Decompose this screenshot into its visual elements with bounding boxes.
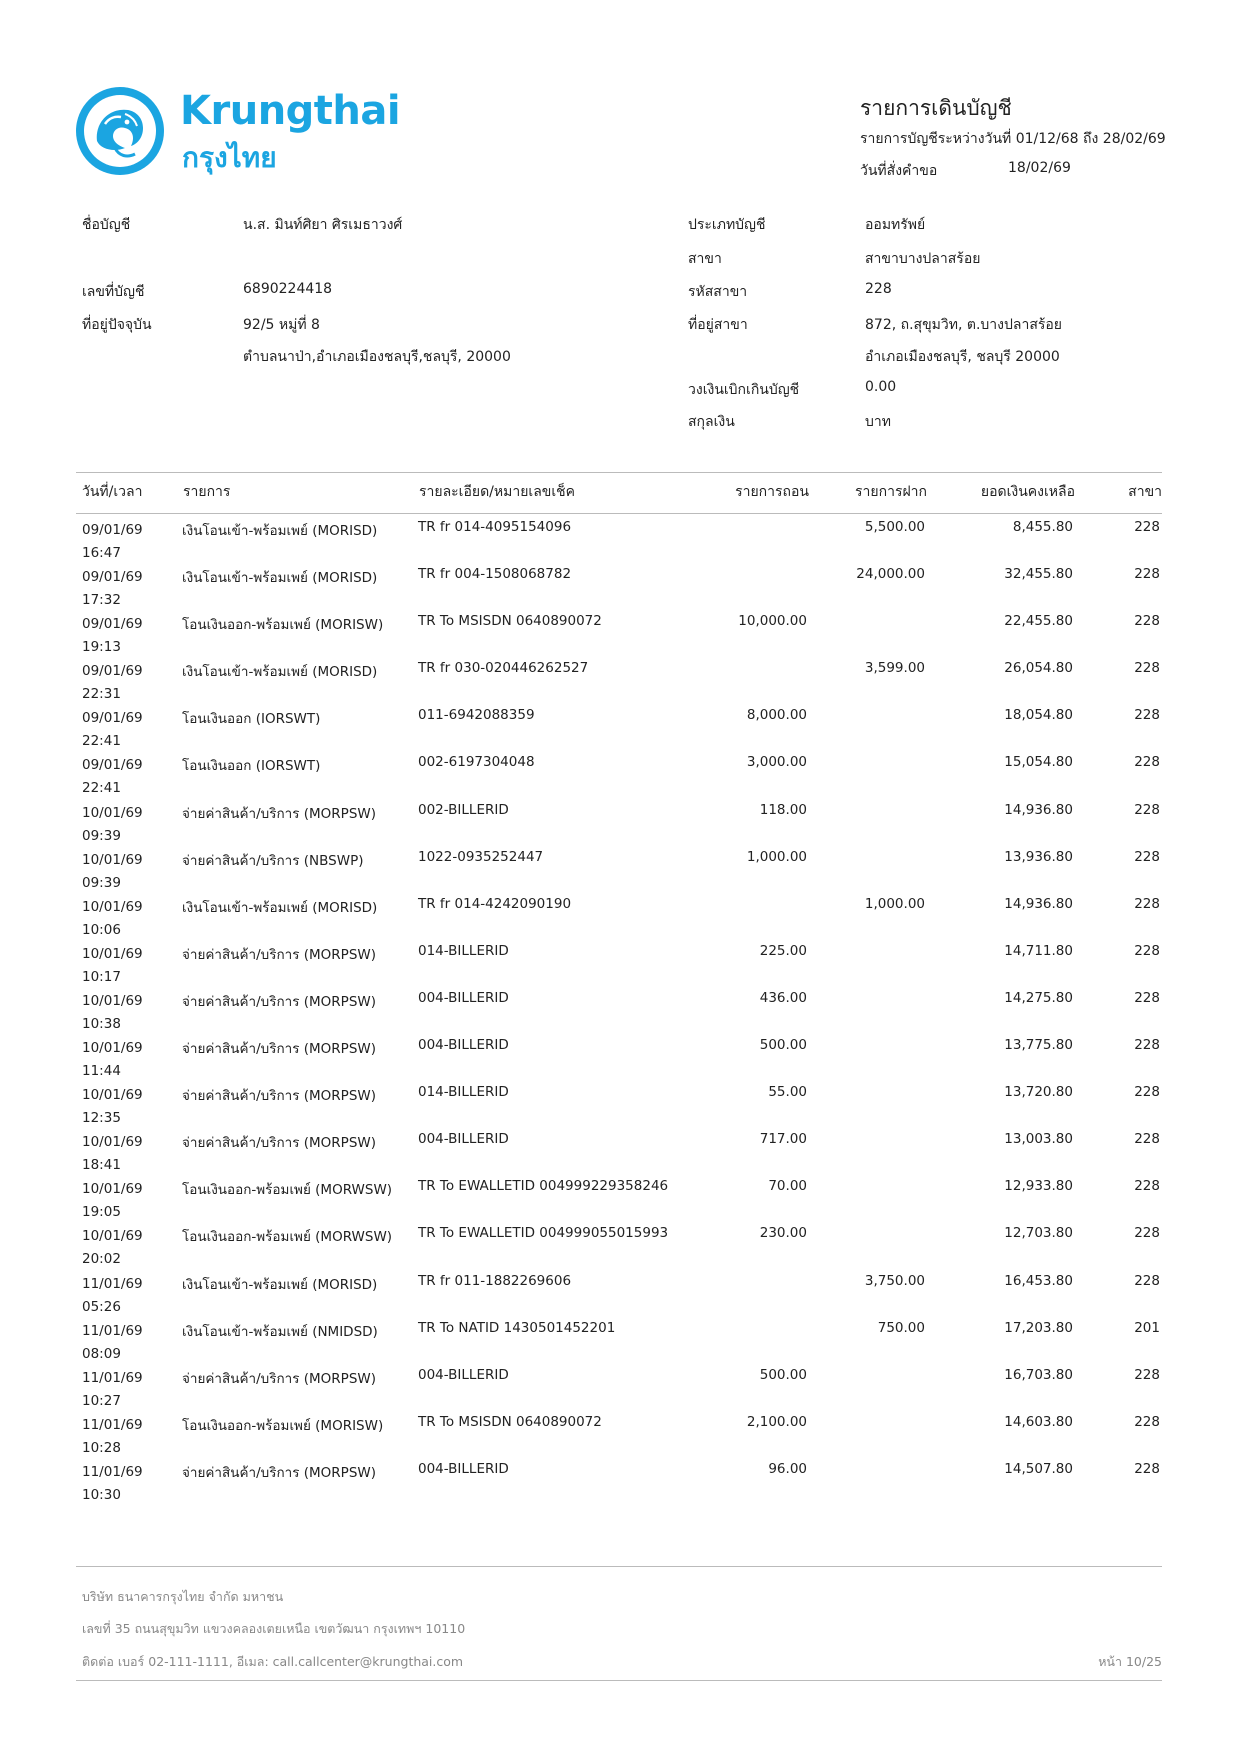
row-branch: 228 — [1134, 660, 1160, 677]
row-branch: 228 — [1134, 801, 1160, 818]
row-date: 10/01/69 — [82, 945, 143, 962]
row-description: โอนเงินออก (IORSWT) — [182, 758, 321, 775]
row-detail: 004-BILLERID — [418, 1366, 509, 1383]
row-balance: 14,507.80 — [1004, 1460, 1073, 1477]
table-row — [76, 1178, 1162, 1225]
footer-company: บริษัท ธนาคารกรุงไทย จำกัด มหาชน — [82, 1589, 284, 1604]
row-branch: 228 — [1134, 519, 1160, 535]
row-balance: 15,054.80 — [1004, 754, 1073, 771]
row-withdrawal: 2,100.00 — [746, 1413, 807, 1430]
row-balance: 18,054.80 — [1004, 707, 1073, 724]
row-date: 10/01/69 — [82, 1181, 143, 1198]
table-row — [76, 1225, 1162, 1272]
table-row — [76, 660, 1162, 707]
col-header-detail: รายละเอียด/หมายเลขเช็ค — [419, 484, 575, 500]
row-description: เงินโอนเข้า-พร้อมเพย์ (NMIDSD) — [182, 1323, 378, 1340]
row-datetime — [82, 1320, 143, 1366]
row-branch: 228 — [1134, 707, 1160, 724]
row-description: จ่ายค่าสินค้า/บริการ (MORPSW) — [182, 1135, 377, 1152]
row-detail: TR To MSISDN 0640890072 — [418, 1413, 602, 1430]
col-header-datetime: วันที่/เวลา — [82, 484, 143, 500]
table-row — [76, 1367, 1162, 1414]
row-date: 10/01/69 — [82, 992, 143, 1009]
row-detail: 004-BILLERID — [418, 1131, 509, 1148]
row-time: 12:35 — [82, 1110, 121, 1127]
row-branch: 228 — [1134, 895, 1160, 912]
row-time: 18:41 — [82, 1157, 121, 1174]
row-time: 11:44 — [82, 1063, 121, 1080]
branch-code-label: รหัสสาขา — [688, 284, 748, 300]
brand-name-th: กรุงไทย — [182, 141, 277, 174]
row-date: 09/01/69 — [82, 757, 143, 774]
row-balance: 13,003.80 — [1004, 1131, 1073, 1148]
row-date: 10/01/69 — [82, 1228, 143, 1245]
krungthai-bird-icon — [75, 86, 165, 176]
row-time: 10:06 — [82, 921, 121, 938]
branch-value: สาขาบางปลาสร้อย — [865, 251, 981, 267]
row-balance: 12,703.80 — [1004, 1225, 1073, 1242]
row-detail: 004-BILLERID — [418, 1037, 509, 1054]
table-row — [76, 802, 1162, 849]
row-balance: 13,775.80 — [1004, 1037, 1073, 1054]
row-datetime — [82, 1037, 143, 1083]
statement-period: รายการบัญชีระหว่างวันที่ 01/12/68 ถึง 28/02/69 — [860, 131, 1166, 147]
row-balance: 32,455.80 — [1004, 566, 1073, 583]
request-date-label: วันที่สั่งคำขอ — [860, 163, 938, 179]
row-datetime — [82, 802, 143, 848]
table-row — [76, 754, 1162, 801]
row-detail: TR To NATID 1430501452201 — [418, 1319, 616, 1336]
row-balance: 14,275.80 — [1004, 989, 1073, 1006]
row-description: โอนเงินออก-พร้อมเพย์ (MORISW) — [182, 617, 384, 634]
row-datetime — [82, 1225, 143, 1271]
row-detail: 002-6197304048 — [418, 754, 535, 771]
col-header-withdrawal: รายการถอน — [735, 484, 809, 500]
row-balance: 13,936.80 — [1004, 848, 1073, 865]
row-detail: TR To MSISDN 0640890072 — [418, 613, 602, 630]
row-date: 10/01/69 — [82, 851, 143, 868]
row-balance: 26,054.80 — [1004, 660, 1073, 677]
row-branch: 228 — [1134, 1084, 1160, 1101]
col-header-deposit: รายการฝาก — [855, 484, 927, 500]
table-row — [76, 849, 1162, 896]
table-row — [76, 943, 1162, 990]
row-description: เงินโอนเข้า-พร้อมเพย์ (MORISD) — [182, 570, 378, 587]
row-date: 09/01/69 — [82, 569, 143, 586]
table-row — [76, 1461, 1162, 1508]
row-date: 10/01/69 — [82, 898, 143, 915]
row-deposit: 3,750.00 — [864, 1272, 925, 1289]
row-datetime — [82, 613, 143, 659]
account-number-label: เลขที่บัญชี — [82, 284, 145, 300]
footer-contact: ติดต่อ เบอร์ 02-111-1111, อีเมล: call.callcenter@krungthai.com — [82, 1654, 464, 1669]
row-branch: 228 — [1134, 848, 1160, 865]
row-detail: 014-BILLERID — [418, 1084, 509, 1101]
branch-address-label: ที่อยู่สาขา — [688, 317, 748, 333]
branch-code-value: 228 — [865, 281, 892, 297]
row-detail: 1022-0935252447 — [418, 848, 544, 865]
row-date: 11/01/69 — [82, 1275, 143, 1292]
row-detail: 011-6942088359 — [418, 707, 535, 724]
row-datetime — [82, 1367, 143, 1413]
table-header-rule — [76, 513, 1162, 514]
row-branch: 228 — [1134, 754, 1160, 771]
row-withdrawal: 1,000.00 — [746, 848, 807, 865]
row-time: 08:09 — [82, 1345, 121, 1362]
row-deposit: 750.00 — [877, 1319, 925, 1336]
row-description: เงินโอนเข้า-พร้อมเพย์ (MORISD) — [182, 899, 378, 916]
row-time: 16:47 — [82, 545, 121, 561]
row-deposit: 24,000.00 — [856, 566, 925, 583]
row-time: 05:26 — [82, 1298, 121, 1315]
row-branch: 228 — [1134, 1413, 1160, 1430]
row-branch: 228 — [1134, 1178, 1160, 1195]
branch-address-line1: 872, ถ.สุขุมวิท, ต.บางปลาสร้อย — [865, 317, 1063, 333]
row-date: 10/01/69 — [82, 1087, 143, 1104]
row-time: 22:41 — [82, 780, 121, 797]
footer-bottom-rule — [76, 1680, 1162, 1681]
row-detail: TR fr 011-1882269606 — [418, 1272, 572, 1289]
row-date: 11/01/69 — [82, 1463, 143, 1480]
branch-address-line2: อำเภอเมืองชลบุรี, ชลบุรี 20000 — [865, 349, 1060, 365]
row-description: จ่ายค่าสินค้า/บริการ (MORPSW) — [182, 1088, 377, 1105]
row-withdrawal: 230.00 — [759, 1225, 807, 1242]
row-withdrawal: 436.00 — [759, 989, 807, 1006]
col-header-branch: สาขา — [1128, 484, 1162, 500]
row-datetime — [82, 519, 143, 565]
row-detail: TR To EWALLETID 004999229358246 — [418, 1178, 669, 1195]
bank-logo — [75, 86, 401, 178]
row-time: 22:31 — [82, 686, 121, 703]
row-deposit: 5,500.00 — [864, 519, 925, 535]
row-balance: 14,936.80 — [1004, 895, 1073, 912]
row-withdrawal: 8,000.00 — [746, 707, 807, 724]
row-time: 17:32 — [82, 592, 121, 609]
row-time: 19:05 — [82, 1204, 121, 1221]
row-date: 09/01/69 — [82, 616, 143, 633]
row-branch: 228 — [1134, 1037, 1160, 1054]
row-balance: 14,603.80 — [1004, 1413, 1073, 1430]
address-line1: 92/5 หมู่ที่ 8 — [243, 317, 320, 333]
row-description: เงินโอนเข้า-พร้อมเพย์ (MORISD) — [182, 664, 378, 681]
row-branch: 228 — [1134, 566, 1160, 583]
row-description: โอนเงินออก-พร้อมเพย์ (MORISW) — [182, 1417, 384, 1434]
row-detail: TR fr 030-020446262527 — [418, 660, 589, 677]
row-description: โอนเงินออก (IORSWT) — [182, 711, 321, 728]
table-row — [76, 1131, 1162, 1178]
row-datetime — [82, 990, 143, 1036]
row-date: 11/01/69 — [82, 1369, 143, 1386]
row-branch: 228 — [1134, 1131, 1160, 1148]
page-title: รายการเดินบัญชี — [860, 96, 1012, 120]
row-detail: 004-BILLERID — [418, 1460, 509, 1477]
branch-label: สาขา — [688, 251, 722, 267]
row-time: 20:02 — [82, 1251, 121, 1268]
table-row — [76, 519, 1162, 566]
row-balance: 13,720.80 — [1004, 1084, 1073, 1101]
row-datetime — [82, 1414, 143, 1460]
row-detail: TR fr 014-4095154096 — [418, 519, 572, 535]
row-date: 10/01/69 — [82, 1134, 143, 1151]
row-balance: 17,203.80 — [1004, 1319, 1073, 1336]
row-description: โอนเงินออก-พร้อมเพย์ (MORWSW) — [182, 1182, 393, 1199]
row-branch: 228 — [1134, 1366, 1160, 1383]
row-balance: 16,453.80 — [1004, 1272, 1073, 1289]
row-datetime — [82, 1461, 143, 1507]
row-date: 10/01/69 — [82, 1040, 143, 1057]
row-description: จ่ายค่าสินค้า/บริการ (MORPSW) — [182, 1370, 377, 1387]
row-time: 10:38 — [82, 1015, 121, 1032]
currency-value: บาท — [865, 414, 891, 430]
table-row — [76, 990, 1162, 1037]
brand-name-en: Krungthai — [180, 88, 401, 134]
row-balance: 14,711.80 — [1004, 942, 1073, 959]
row-branch: 228 — [1134, 942, 1160, 959]
row-balance: 8,455.80 — [1012, 519, 1073, 535]
row-date: 11/01/69 — [82, 1322, 143, 1339]
row-deposit: 3,599.00 — [864, 660, 925, 677]
row-description: จ่ายค่าสินค้า/บริการ (MORPSW) — [182, 1041, 377, 1058]
row-time: 10:30 — [82, 1486, 121, 1503]
row-datetime — [82, 566, 143, 612]
row-time: 19:13 — [82, 639, 121, 656]
request-date-value: 18/02/69 — [1008, 160, 1071, 176]
row-withdrawal: 3,000.00 — [746, 754, 807, 771]
transaction-table-body — [76, 519, 1162, 1508]
row-withdrawal: 96.00 — [768, 1460, 807, 1477]
footer-top-rule — [76, 1566, 1162, 1567]
row-balance: 22,455.80 — [1004, 613, 1073, 630]
account-number-value: 6890224418 — [243, 281, 333, 297]
address-label: ที่อยู่ปัจจุบัน — [82, 317, 152, 333]
row-branch: 228 — [1134, 1460, 1160, 1477]
row-description: จ่ายค่าสินค้า/บริการ (NBSWP) — [182, 852, 364, 869]
row-withdrawal: 500.00 — [759, 1366, 807, 1383]
row-branch: 228 — [1134, 1225, 1160, 1242]
table-row — [76, 1414, 1162, 1461]
row-branch: 228 — [1134, 613, 1160, 630]
row-detail: 004-BILLERID — [418, 989, 509, 1006]
row-withdrawal: 500.00 — [759, 1037, 807, 1054]
table-row — [76, 1273, 1162, 1320]
row-description: โอนเงินออก-พร้อมเพย์ (MORWSW) — [182, 1229, 393, 1246]
row-balance: 16,703.80 — [1004, 1366, 1073, 1383]
address-line2: ตำบลนาป่า,อำเภอเมืองชลบุรี,ชลบุรี, 20000 — [243, 349, 511, 365]
table-row — [76, 613, 1162, 660]
row-detail: TR fr 014-4242090190 — [418, 895, 572, 912]
row-withdrawal: 118.00 — [759, 801, 807, 818]
row-datetime — [82, 1084, 143, 1130]
col-header-description: รายการ — [183, 484, 231, 500]
row-time: 10:17 — [82, 968, 121, 985]
table-top-rule — [76, 472, 1162, 473]
overdraft-value: 0.00 — [865, 379, 897, 395]
table-row — [76, 1320, 1162, 1367]
row-withdrawal: 717.00 — [759, 1131, 807, 1148]
table-row — [76, 1084, 1162, 1131]
row-datetime — [82, 849, 143, 895]
table-row — [76, 566, 1162, 613]
row-detail: TR fr 004-1508068782 — [418, 566, 572, 583]
row-detail: 002-BILLERID — [418, 801, 509, 818]
row-time: 09:39 — [82, 827, 121, 844]
row-description: จ่ายค่าสินค้า/บริการ (MORPSW) — [182, 805, 377, 822]
row-withdrawal: 70.00 — [768, 1178, 807, 1195]
account-name-label: ชื่อบัญชี — [82, 217, 131, 233]
row-date: 09/01/69 — [82, 522, 143, 538]
row-date: 09/01/69 — [82, 710, 143, 727]
row-detail: TR To EWALLETID 004999055015993 — [418, 1225, 669, 1242]
row-balance: 14,936.80 — [1004, 801, 1073, 818]
footer-address: เลขที่ 35 ถนนสุขุมวิท แขวงคลองเตยเหนือ เขตวัฒนา กรุงเทพฯ 10110 — [82, 1621, 466, 1636]
row-description: จ่ายค่าสินค้า/บริการ (MORPSW) — [182, 946, 377, 963]
table-row — [76, 707, 1162, 754]
row-datetime — [82, 896, 143, 942]
table-row — [76, 896, 1162, 943]
row-datetime — [82, 707, 143, 753]
row-withdrawal: 55.00 — [768, 1084, 807, 1101]
table-row — [76, 1037, 1162, 1084]
row-datetime — [82, 754, 143, 800]
row-date: 10/01/69 — [82, 804, 143, 821]
row-time: 10:28 — [82, 1439, 121, 1456]
row-detail: 014-BILLERID — [418, 942, 509, 959]
row-branch: 228 — [1134, 1272, 1160, 1289]
page-number: หน้า 10/25 — [1098, 1654, 1162, 1669]
account-type-value: ออมทรัพย์ — [865, 217, 926, 233]
row-time: 09:39 — [82, 874, 121, 891]
row-withdrawal: 225.00 — [759, 942, 807, 959]
row-balance: 12,933.80 — [1004, 1178, 1073, 1195]
row-datetime — [82, 1178, 143, 1224]
row-description: จ่ายค่าสินค้า/บริการ (MORPSW) — [182, 1464, 377, 1481]
row-datetime — [82, 1273, 143, 1319]
row-description: จ่ายค่าสินค้า/บริการ (MORPSW) — [182, 993, 377, 1010]
row-branch: 201 — [1134, 1319, 1160, 1336]
row-date: 11/01/69 — [82, 1416, 143, 1433]
col-header-balance: ยอดเงินคงเหลือ — [980, 484, 1075, 500]
row-time: 22:41 — [82, 733, 121, 750]
row-datetime — [82, 1131, 143, 1177]
account-name-value: น.ส. มินท์ศิยา ศิรเมธาวงศ์ — [243, 217, 403, 233]
row-withdrawal: 10,000.00 — [738, 613, 807, 630]
row-description: เงินโอนเข้า-พร้อมเพย์ (MORISD) — [182, 523, 378, 539]
overdraft-label: วงเงินเบิกเกินบัญชี — [688, 382, 800, 398]
account-type-label: ประเภทบัญชี — [688, 217, 766, 233]
currency-label: สกุลเงิน — [688, 414, 735, 430]
row-description: เงินโอนเข้า-พร้อมเพย์ (MORISD) — [182, 1276, 378, 1293]
row-deposit: 1,000.00 — [864, 895, 925, 912]
row-time: 10:27 — [82, 1392, 121, 1409]
row-datetime — [82, 943, 143, 989]
row-datetime — [82, 660, 143, 706]
row-date: 09/01/69 — [82, 663, 143, 680]
row-branch: 228 — [1134, 989, 1160, 1006]
